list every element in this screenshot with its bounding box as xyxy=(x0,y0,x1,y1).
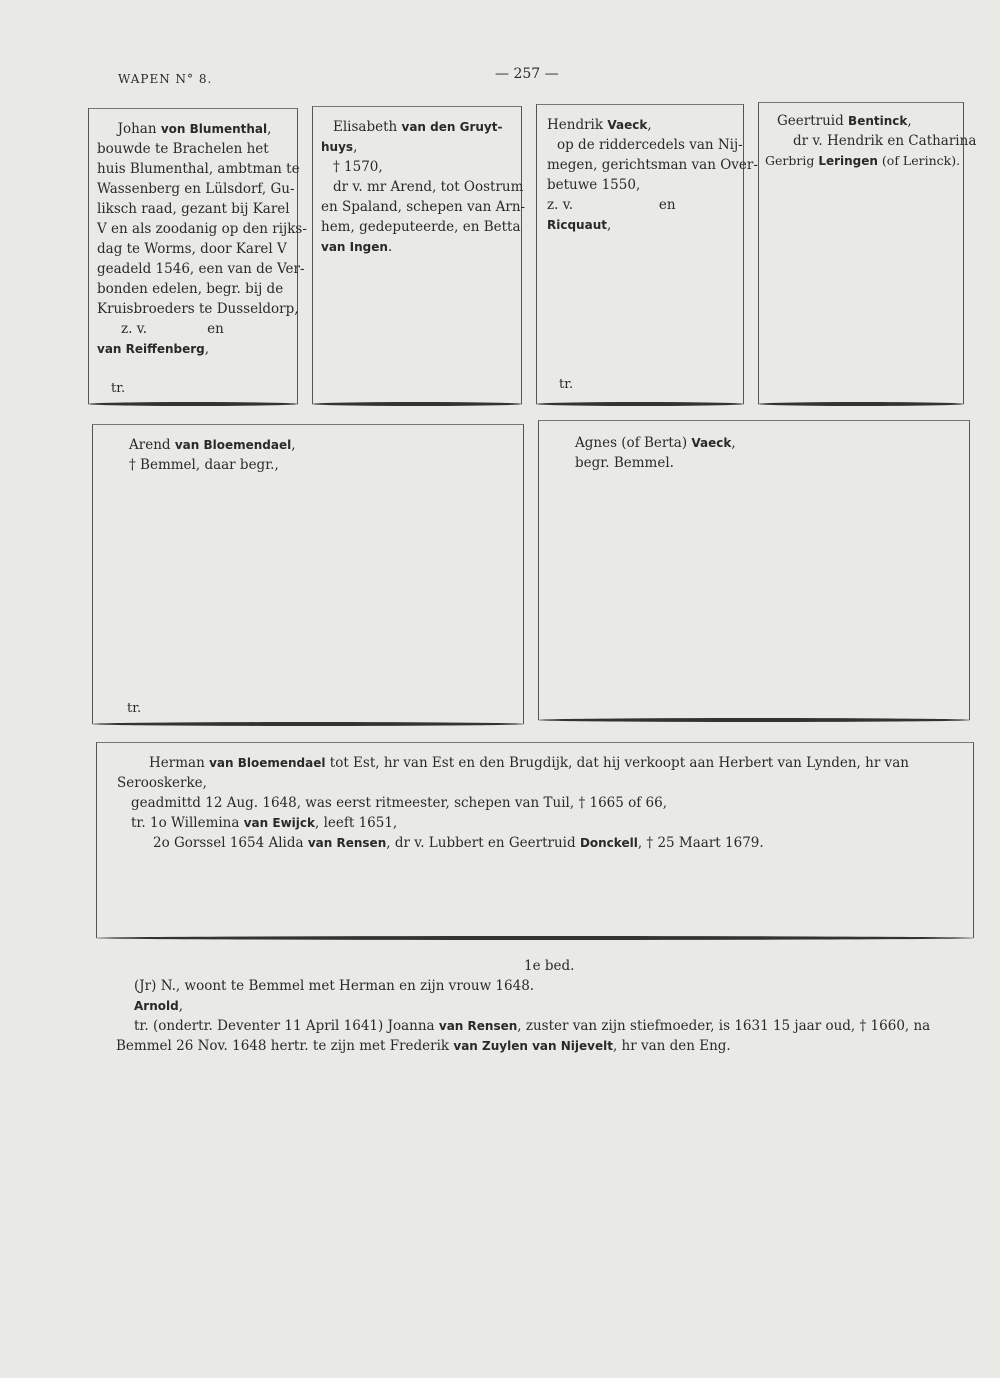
text-line: dr v. mr Arend, tot Oostrum xyxy=(333,179,524,195)
text-line: betuwe 1550, xyxy=(547,177,641,193)
marriage-entry-cont: Bemmel 26 Nov. 1648 hertr. te zijn met Frederik van Zuylen van Nijevelt, hr van den Eng. xyxy=(116,1038,731,1054)
genealogy-box-johan xyxy=(88,108,307,404)
text-line: van Reiffenberg, xyxy=(97,341,210,357)
text-line: op de riddercedels van Nij- xyxy=(557,137,743,153)
text-line: Agnes (of Berta) Vaeck, xyxy=(575,435,736,451)
page-number: — 257 — xyxy=(495,66,559,82)
text-line: z. v. en xyxy=(547,197,676,213)
text-line: Geertruid Bentinck, xyxy=(777,113,912,129)
box-text xyxy=(117,753,967,853)
genealogy-box-geertruid xyxy=(758,102,977,404)
genealogy-box-arend xyxy=(92,424,524,724)
text-line: 2o Gorssel 1654 Alida van Rensen, dr v. Lubbert en Geertruid Donckell, † 25 Maart 1679. xyxy=(153,835,764,851)
box-text xyxy=(547,115,758,235)
text-line: liksch raad, gezant bij Karel xyxy=(97,201,290,217)
genealogy-box-agnes xyxy=(538,420,970,720)
text-line: dag te Worms, door Karel V xyxy=(97,241,287,257)
genealogy-box-elisabeth xyxy=(312,106,526,404)
text-line: Johan von Blumenthal, xyxy=(117,121,272,137)
text-line: Arend van Bloemendael, xyxy=(129,437,296,453)
text-line: huis Blumenthal, ambtman te xyxy=(97,161,300,177)
marriage-entry: tr. (ondertr. Deventer 11 April 1641) Joanna van Rensen, zuster van zijn stiefmoeder, is 1631 15 jaar oud, † 1660, na xyxy=(134,1018,931,1034)
box-text xyxy=(97,119,307,359)
text-line: bouwde te Brachelen het xyxy=(97,141,269,157)
child-entry-arnold: Arnold, xyxy=(134,998,183,1014)
child-entry-n: (Jr) N., woont te Bemmel met Herman en zijn vrouw 1648. xyxy=(134,978,535,994)
box-text xyxy=(575,433,955,473)
married-label: tr. xyxy=(127,701,142,716)
text-line: en Spaland, schepen van Arn- xyxy=(321,199,526,215)
text-line: bonden edelen, begr. bij de xyxy=(97,281,284,297)
text-line: Herman van Bloemendael tot Est, hr van Est en den Brugdijk, dat hij verkoopt aan Herbert van Lynden, hr van xyxy=(149,755,909,771)
text-line: Ricquaut, xyxy=(547,217,612,233)
box-text xyxy=(129,435,509,475)
text-line: Kruisbroeders te Dusseldorp, xyxy=(97,301,299,317)
box-text xyxy=(321,117,526,257)
text-line: huys, xyxy=(321,139,358,155)
text-line: V en als zoodanig op den rijks- xyxy=(97,221,307,237)
text-line: Serooskerke, xyxy=(117,775,207,791)
text-line: geadmittd 12 Aug. 1648, was eerst ritmeester, schepen van Tuil, † 1665 of 66, xyxy=(131,795,668,811)
text-line: Wassenberg en Lülsdorf, Gu- xyxy=(97,181,295,197)
first-marriage-heading: 1e bed. xyxy=(524,958,575,974)
text-line: hem, gedeputeerde, en Betta xyxy=(321,219,521,235)
text-line: † Bemmel, daar begr., xyxy=(129,457,279,473)
married-label: tr. xyxy=(559,377,574,392)
married-label: tr. xyxy=(111,381,126,396)
text-line: megen, gerichtsman van Over- xyxy=(547,157,758,173)
text-line: † 1570, xyxy=(333,159,383,175)
text-line: Gerbrig Leringen (of Lerinck). xyxy=(765,153,961,168)
genealogy-box-herman xyxy=(96,742,974,938)
text-line: Elisabeth van den Gruyt- xyxy=(333,119,503,135)
text-line: begr. Bemmel. xyxy=(575,455,674,471)
text-line: z. v. en xyxy=(121,321,224,337)
box-text xyxy=(765,111,977,171)
text-line: dr v. Hendrik en Catharina xyxy=(793,133,977,149)
genealogy-box-hendrik xyxy=(536,104,758,404)
text-line: Hendrik Vaeck, xyxy=(547,117,652,133)
text-line: tr. 1o Willemina van Ewijck, leeft 1651, xyxy=(131,815,398,831)
header-arms-number: WAPEN N° 8. xyxy=(118,72,213,86)
text-line: geadeld 1546, een van de Ver- xyxy=(97,261,305,277)
text-line: van Ingen. xyxy=(321,239,393,255)
